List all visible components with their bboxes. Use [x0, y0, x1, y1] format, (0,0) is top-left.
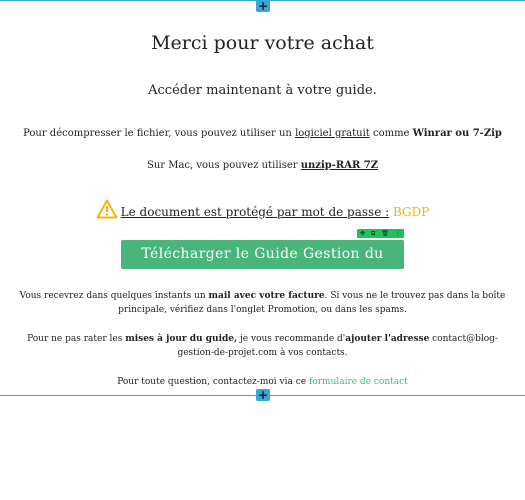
contact-info	[15, 375, 510, 389]
invoice-text-a: Vous recevrez dans quelques instants un	[19, 291, 209, 301]
decompress-text-1: Pour décompresser le fichier, vous pouvez utiliser un	[23, 128, 296, 139]
updates-text-e: contact@blog-gestion-de-projet.com à vos contacts.	[177, 334, 498, 358]
move-icon[interactable]: ✥	[360, 230, 366, 237]
add-section-top-button[interactable]: +	[257, 0, 269, 13]
copy-icon[interactable]: ⧉	[371, 229, 376, 237]
warning-triangle-icon	[96, 199, 118, 219]
invoice-info	[15, 289, 510, 317]
updates-text-bold-1: mises à jour du guide,	[125, 334, 238, 344]
updates-text-bold-2: ajouter l'adresse	[345, 334, 430, 344]
download-guide-button[interactable]: Télécharger le Guide Gestion du Temps	[121, 240, 404, 269]
mac-info	[0, 160, 525, 171]
page-subtitle: Accéder maintenant à votre guide.	[148, 83, 377, 98]
decompress-apps: Winrar ou 7-Zip	[412, 128, 502, 139]
mac-text: Sur Mac, vous pouvez utiliser	[146, 160, 301, 171]
more-icon[interactable]: ⋮	[394, 230, 401, 237]
invoice-text-bold: mail avec votre facture	[208, 291, 325, 301]
page-title: Merci pour votre achat	[151, 32, 374, 54]
decompress-text-2: comme	[369, 128, 413, 139]
element-toolbar	[357, 229, 404, 238]
add-section-bottom-button[interactable]: +	[257, 388, 269, 402]
delete-icon[interactable]: 🗑	[381, 230, 389, 237]
updates-text-a: Pour ne pas rater les	[27, 334, 126, 344]
password-code: BGDP	[392, 205, 430, 219]
updates-info	[15, 332, 510, 360]
decompress-info	[0, 128, 525, 139]
updates-text-c: je vous recommande d'	[237, 334, 346, 344]
password-label: Le document est protégé par mot de passe :	[120, 205, 390, 219]
password-notice	[0, 199, 525, 219]
invoice-text-c: . Si vous ne le trouvez pas dans la boîte principale, vérifiez dans l'onglet Promotion, ou dans les spams.	[118, 291, 506, 315]
contact-text: Pour toute question, contactez-moi via ce	[117, 377, 309, 387]
unzip-rar-link[interactable]: unzip-RAR 7Z	[300, 160, 379, 171]
contact-form-link[interactable]: formulaire de contact	[308, 377, 408, 387]
free-software-link[interactable]: logiciel gratuit	[295, 128, 370, 139]
